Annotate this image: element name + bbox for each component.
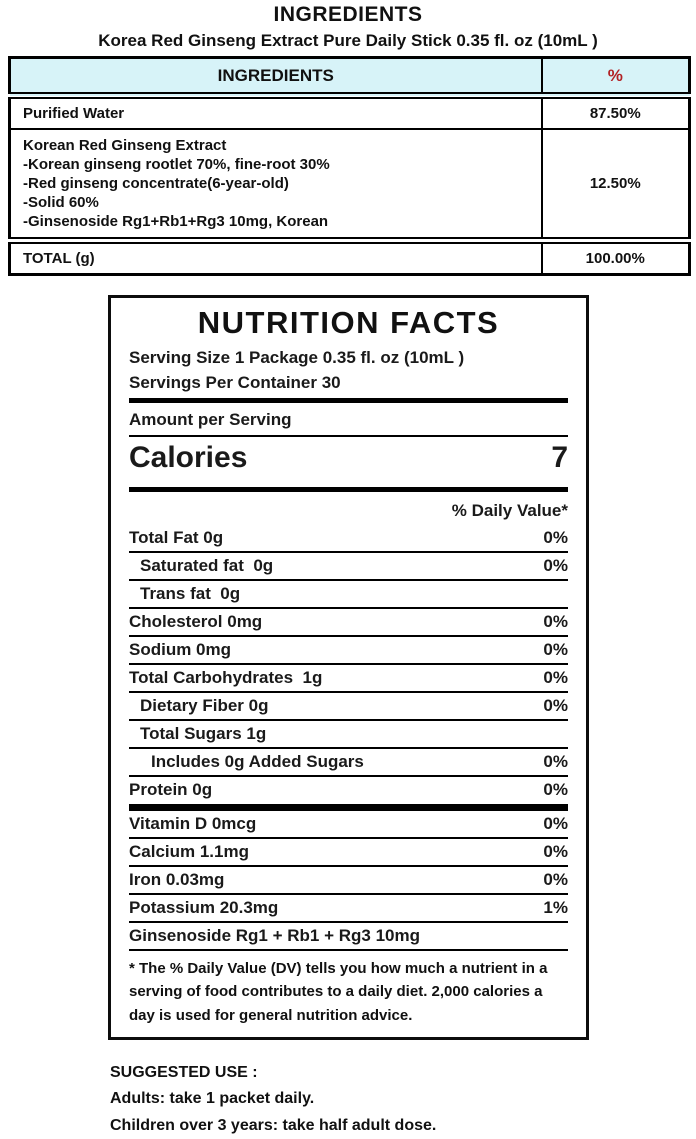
ingredient-name: Purified Water	[10, 96, 542, 130]
nutrient-row-sodium	[129, 637, 568, 665]
nutrient-row-calcium	[129, 839, 568, 867]
suggested-use-line: Adults: take 1 packet daily.	[110, 1090, 315, 1108]
servings-per-container: Servings Per Container 30	[129, 373, 341, 392]
daily-value-header: % Daily Value*	[451, 501, 568, 520]
suggested-use-block	[110, 1060, 696, 1139]
nutrient-label: Includes 0g Added Sugars	[151, 751, 364, 771]
nutrient-value: 0%	[543, 751, 568, 771]
ingredient-detail-line: -Solid 60%	[23, 194, 99, 211]
nutrition-facts-panel	[108, 295, 589, 1040]
nutrient-label: Dietary Fiber 0g	[140, 695, 269, 715]
ingredient-percent: 12.50%	[542, 129, 690, 241]
total-percent: 100.00%	[542, 241, 690, 275]
nutrient-row-iron	[129, 867, 568, 895]
nutrition-facts-title: NUTRITION FACTS	[197, 305, 500, 340]
nutrient-row-trans-fat	[129, 581, 568, 609]
nutrient-label: Vitamin D 0mcg	[129, 813, 257, 833]
product-subtitle: Korea Red Ginseng Extract Pure Daily Stick 0.35 fl. oz (10mL )	[98, 31, 598, 50]
nutrient-value: 0%	[543, 527, 568, 547]
thick-rule	[129, 804, 568, 811]
ingredient-name-main: Korean Red Ginseng Extract	[23, 137, 227, 154]
total-label: TOTAL (g)	[23, 250, 95, 267]
nutrient-row-added-sugars	[129, 749, 568, 777]
daily-value-footnote: * The % Daily Value (DV) tells you how much a nutrient in a serving of food contributes to a daily diet. 2,000 calories a day is used for general nutrition advice.	[129, 960, 548, 1024]
nutrient-label: Calcium 1.1mg	[129, 841, 249, 861]
ingredient-detail-line: -Red ginseng concentrate(6-year-old)	[23, 175, 289, 192]
nutrient-row-ginsenoside	[129, 923, 568, 951]
amount-per-serving: Amount per Serving	[129, 407, 568, 437]
ingredient-name	[10, 129, 542, 241]
suggested-use-line: Children over 3 years: take half adult dose.	[110, 1116, 437, 1134]
ingredients-table	[8, 56, 691, 276]
table-row-total	[10, 241, 690, 275]
calories-row	[129, 437, 568, 482]
nutrient-label: Potassium 20.3mg	[129, 897, 279, 917]
nutrient-value: 0%	[543, 813, 568, 833]
calories-label: Calories	[129, 441, 248, 474]
nutrient-value: 0%	[543, 639, 568, 659]
nutrient-label: Trans fat 0g	[140, 583, 241, 603]
nutrient-label: Iron 0.03mg	[129, 869, 225, 889]
nutrient-label: Total Sugars 1g	[140, 723, 267, 743]
nutrient-row-potassium	[129, 895, 568, 923]
column-header-ingredients: INGREDIENTS	[10, 58, 542, 96]
nutrient-value: 0%	[543, 841, 568, 861]
nutrient-value: 0%	[543, 779, 568, 799]
ingredient-detail-line: -Korean ginseng rootlet 70%, fine-root 30%	[23, 156, 330, 173]
nutrient-label: Protein 0g	[129, 779, 213, 799]
page-title: INGREDIENTS	[273, 3, 423, 26]
thick-rule	[129, 487, 568, 492]
nutrient-value: 0%	[543, 869, 568, 889]
column-header-percent: %	[542, 58, 690, 96]
thick-rule	[129, 398, 568, 403]
nutrient-row-protein	[129, 777, 568, 803]
nutrient-value: 0%	[543, 611, 568, 631]
ingredients-table-header-row	[10, 58, 690, 96]
nutrient-value: 0%	[543, 555, 568, 575]
nutrient-value: 1%	[543, 897, 568, 917]
nutrient-label: Total Fat 0g	[129, 527, 224, 547]
nutrient-value: 0%	[543, 667, 568, 687]
nutrient-row-dietary-fiber	[129, 693, 568, 721]
nutrient-label: Total Carbohydrates 1g	[129, 667, 323, 687]
ingredient-detail-line: -Ginsenoside Rg1+Rb1+Rg3 10mg, Korean	[23, 213, 329, 230]
table-row-ginseng-extract	[10, 129, 690, 241]
nutrient-label: Ginsenoside Rg1 + Rb1 + Rg3 10mg	[129, 925, 420, 945]
nutrient-row-total-sugars	[129, 721, 568, 749]
nutrient-value: 0%	[543, 695, 568, 715]
nutrient-row-total-carbohydrates	[129, 665, 568, 693]
nutrient-label: Saturated fat 0g	[140, 555, 274, 575]
nutrient-row-total-fat	[129, 525, 568, 553]
ingredient-percent: 87.50%	[542, 96, 690, 130]
nutrient-label: Sodium 0mg	[129, 639, 232, 659]
nutrient-row-vitamin-d	[129, 811, 568, 839]
nutrient-row-saturated-fat	[129, 553, 568, 581]
table-row-purified-water	[10, 96, 690, 130]
calories-value: 7	[551, 441, 568, 474]
nutrient-row-cholesterol	[129, 609, 568, 637]
serving-size: Serving Size 1 Package 0.35 fl. oz (10mL )	[129, 348, 465, 367]
nutrient-label: Cholesterol 0mg	[129, 611, 263, 631]
suggested-use-heading: SUGGESTED USE :	[110, 1063, 258, 1081]
